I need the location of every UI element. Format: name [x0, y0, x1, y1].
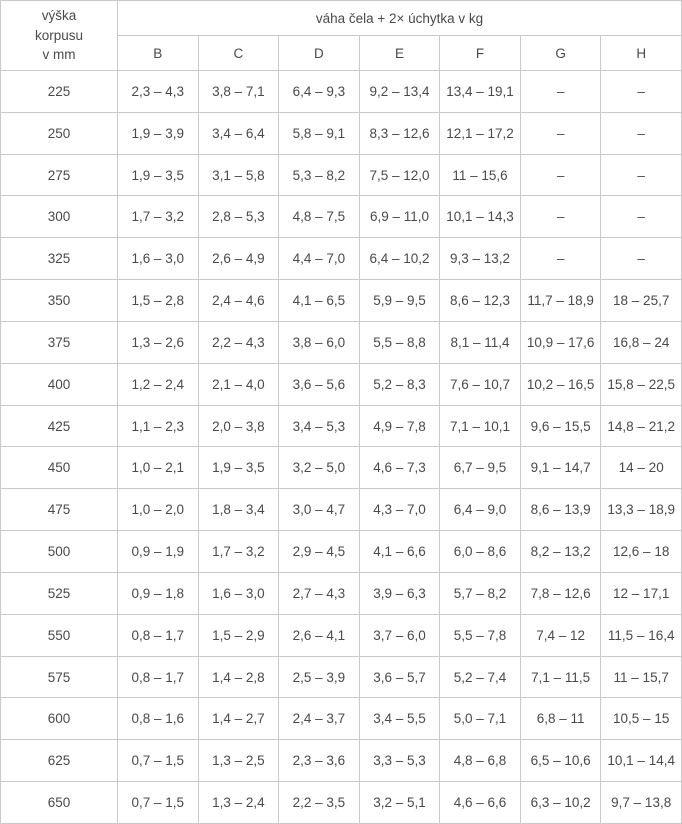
table-row: [1, 656, 682, 698]
cell-c: 2,1 – 4,0: [198, 363, 279, 405]
cell-g: 9,6 – 15,5: [520, 405, 601, 447]
cell-b: 2,3 – 4,3: [118, 71, 199, 113]
table-row: [1, 280, 682, 322]
cell-h: 10,5 – 15: [601, 698, 682, 740]
cell-b: 0,8 – 1,6: [118, 698, 199, 740]
cell-h: –: [601, 71, 682, 113]
row-height-value: 575: [1, 656, 118, 698]
cell-d: 2,4 – 3,7: [279, 698, 360, 740]
corner-header-line-2: korpusu: [34, 27, 84, 43]
cell-d: 2,9 – 4,5: [279, 531, 360, 573]
cell-f: 11 – 15,6: [440, 154, 521, 196]
cell-h: 13,3 – 18,9: [601, 489, 682, 531]
table-row: [1, 782, 682, 824]
cell-c: 1,9 – 3,5: [198, 447, 279, 489]
cell-b: 1,2 – 2,4: [118, 363, 199, 405]
cell-b: 1,3 – 2,6: [118, 321, 199, 363]
row-height-value: 500: [1, 531, 118, 573]
cell-g: 8,6 – 13,9: [520, 489, 601, 531]
row-height-value: 425: [1, 405, 118, 447]
cell-c: 2,0 – 3,8: [198, 405, 279, 447]
cell-b: 1,7 – 3,2: [118, 196, 199, 238]
cell-e: 8,3 – 12,6: [359, 112, 440, 154]
cell-e: 6,4 – 10,2: [359, 238, 440, 280]
table-row: [1, 489, 682, 531]
corner-header-cabinet-height: [1, 1, 118, 71]
column-header-d: D: [279, 36, 360, 71]
row-height-value: 350: [1, 280, 118, 322]
cell-b: 1,6 – 3,0: [118, 238, 199, 280]
table-row: [1, 531, 682, 573]
cell-f: 10,1 – 14,3: [440, 196, 521, 238]
cell-h: 16,8 – 24: [601, 321, 682, 363]
cell-b: 1,5 – 2,8: [118, 280, 199, 322]
cell-f: 4,6 – 6,6: [440, 782, 521, 824]
cell-e: 3,7 – 6,0: [359, 614, 440, 656]
cell-b: 0,9 – 1,9: [118, 531, 199, 573]
row-height-value: 225: [1, 71, 118, 113]
cell-e: 4,9 – 7,8: [359, 405, 440, 447]
cell-e: 5,9 – 9,5: [359, 280, 440, 322]
cell-b: 1,1 – 2,3: [118, 405, 199, 447]
cell-f: 6,0 – 8,6: [440, 531, 521, 573]
cell-b: 0,8 – 1,7: [118, 656, 199, 698]
cell-d: 4,4 – 7,0: [279, 238, 360, 280]
cell-e: 9,2 – 13,4: [359, 71, 440, 113]
table-row: [1, 71, 682, 113]
cell-e: 4,1 – 6,6: [359, 531, 440, 573]
cell-g: –: [520, 112, 601, 154]
cell-g: 7,1 – 11,5: [520, 656, 601, 698]
cell-e: 7,5 – 12,0: [359, 154, 440, 196]
cell-h: –: [601, 196, 682, 238]
cell-b: 0,8 – 1,7: [118, 614, 199, 656]
row-height-value: 625: [1, 740, 118, 782]
cell-f: 8,1 – 11,4: [440, 321, 521, 363]
group-header-weight: váha čela + 2× úchytka v kg: [118, 1, 682, 36]
table-row: [1, 740, 682, 782]
row-height-value: 525: [1, 572, 118, 614]
table-row: [1, 363, 682, 405]
cell-e: 3,3 – 5,3: [359, 740, 440, 782]
cell-d: 2,6 – 4,1: [279, 614, 360, 656]
row-height-value: 400: [1, 363, 118, 405]
cell-c: 2,4 – 4,6: [198, 280, 279, 322]
column-header-g: G: [520, 36, 601, 71]
cell-f: 9,3 – 13,2: [440, 238, 521, 280]
table-row: [1, 112, 682, 154]
cell-e: 3,6 – 5,7: [359, 656, 440, 698]
cell-g: 11,7 – 18,9: [520, 280, 601, 322]
cell-b: 1,9 – 3,5: [118, 154, 199, 196]
cell-e: 5,5 – 8,8: [359, 321, 440, 363]
cell-g: 6,8 – 11: [520, 698, 601, 740]
cell-f: 6,4 – 9,0: [440, 489, 521, 531]
table-row: [1, 238, 682, 280]
cell-b: 0,9 – 1,8: [118, 572, 199, 614]
header-row-group: [1, 1, 682, 36]
cell-d: 3,4 – 5,3: [279, 405, 360, 447]
cell-c: 1,8 – 3,4: [198, 489, 279, 531]
cell-b: 0,7 – 1,5: [118, 740, 199, 782]
row-height-value: 550: [1, 614, 118, 656]
cell-g: 8,2 – 13,2: [520, 531, 601, 573]
cell-c: 3,8 – 7,1: [198, 71, 279, 113]
cell-b: 1,9 – 3,9: [118, 112, 199, 154]
cell-d: 3,0 – 4,7: [279, 489, 360, 531]
cell-h: 12,6 – 18: [601, 531, 682, 573]
cell-h: 14 – 20: [601, 447, 682, 489]
cell-c: 1,7 – 3,2: [198, 531, 279, 573]
cell-d: 5,8 – 9,1: [279, 112, 360, 154]
cell-f: 5,2 – 7,4: [440, 656, 521, 698]
corner-header-line-3: v mm: [42, 47, 76, 63]
column-header-b: B: [118, 36, 199, 71]
cell-g: 6,3 – 10,2: [520, 782, 601, 824]
table-header: [1, 1, 682, 71]
table-row: [1, 614, 682, 656]
table-row: [1, 572, 682, 614]
cell-c: 3,4 – 6,4: [198, 112, 279, 154]
row-height-value: 650: [1, 782, 118, 824]
cell-e: 3,2 – 5,1: [359, 782, 440, 824]
row-height-value: 250: [1, 112, 118, 154]
cell-d: 3,6 – 5,6: [279, 363, 360, 405]
cell-c: 3,1 – 5,8: [198, 154, 279, 196]
cell-c: 1,5 – 2,9: [198, 614, 279, 656]
cell-c: 1,3 – 2,4: [198, 782, 279, 824]
cell-h: –: [601, 154, 682, 196]
cell-f: 5,5 – 7,8: [440, 614, 521, 656]
column-header-c: C: [198, 36, 279, 71]
column-header-e: E: [359, 36, 440, 71]
cell-d: 3,8 – 6,0: [279, 321, 360, 363]
row-height-value: 375: [1, 321, 118, 363]
cell-c: 1,6 – 3,0: [198, 572, 279, 614]
cell-e: 3,9 – 6,3: [359, 572, 440, 614]
cell-f: 4,8 – 6,8: [440, 740, 521, 782]
cell-f: 12,1 – 17,2: [440, 112, 521, 154]
cell-g: 9,1 – 14,7: [520, 447, 601, 489]
cell-d: 2,7 – 4,3: [279, 572, 360, 614]
table-body: [1, 71, 682, 824]
cell-g: –: [520, 154, 601, 196]
cell-d: 2,2 – 3,5: [279, 782, 360, 824]
cell-f: 7,6 – 10,7: [440, 363, 521, 405]
cell-f: 5,7 – 8,2: [440, 572, 521, 614]
cell-b: 1,0 – 2,0: [118, 489, 199, 531]
cell-e: 3,4 – 5,5: [359, 698, 440, 740]
cell-h: 12 – 17,1: [601, 572, 682, 614]
row-height-value: 300: [1, 196, 118, 238]
cell-c: 2,8 – 5,3: [198, 196, 279, 238]
cell-d: 4,8 – 7,5: [279, 196, 360, 238]
cell-g: –: [520, 196, 601, 238]
cell-g: 10,9 – 17,6: [520, 321, 601, 363]
cell-e: 6,9 – 11,0: [359, 196, 440, 238]
cell-d: 5,3 – 8,2: [279, 154, 360, 196]
cell-f: 7,1 – 10,1: [440, 405, 521, 447]
cell-d: 4,1 – 6,5: [279, 280, 360, 322]
cell-c: 2,2 – 4,3: [198, 321, 279, 363]
cell-h: 15,8 – 22,5: [601, 363, 682, 405]
column-header-h: H: [601, 36, 682, 71]
cell-g: –: [520, 71, 601, 113]
cell-h: –: [601, 112, 682, 154]
cell-f: 6,7 – 9,5: [440, 447, 521, 489]
cell-c: 1,4 – 2,7: [198, 698, 279, 740]
row-height-value: 275: [1, 154, 118, 196]
cell-b: 0,7 – 1,5: [118, 782, 199, 824]
cell-h: 11 – 15,7: [601, 656, 682, 698]
cell-d: 6,4 – 9,3: [279, 71, 360, 113]
cell-d: 2,5 – 3,9: [279, 656, 360, 698]
cell-c: 1,3 – 2,5: [198, 740, 279, 782]
table-row: [1, 321, 682, 363]
column-header-f: F: [440, 36, 521, 71]
cell-f: 5,0 – 7,1: [440, 698, 521, 740]
row-height-value: 325: [1, 238, 118, 280]
cell-d: 3,2 – 5,0: [279, 447, 360, 489]
cell-e: 4,6 – 7,3: [359, 447, 440, 489]
cell-c: 2,6 – 4,9: [198, 238, 279, 280]
cell-g: 7,8 – 12,6: [520, 572, 601, 614]
corner-header-line-1: výška: [41, 8, 77, 24]
cell-e: 4,3 – 7,0: [359, 489, 440, 531]
cell-h: 14,8 – 21,2: [601, 405, 682, 447]
row-height-value: 450: [1, 447, 118, 489]
table-row: [1, 405, 682, 447]
cell-h: 18 – 25,7: [601, 280, 682, 322]
row-height-value: 475: [1, 489, 118, 531]
cell-f: 13,4 – 19,1: [440, 71, 521, 113]
cell-e: 5,2 – 8,3: [359, 363, 440, 405]
table-row: [1, 154, 682, 196]
cell-g: 10,2 – 16,5: [520, 363, 601, 405]
cell-d: 2,3 – 3,6: [279, 740, 360, 782]
table-row: [1, 698, 682, 740]
table-row: [1, 196, 682, 238]
cell-g: 7,4 – 12: [520, 614, 601, 656]
cell-g: 6,5 – 10,6: [520, 740, 601, 782]
cell-b: 1,0 – 2,1: [118, 447, 199, 489]
table-row: [1, 447, 682, 489]
cell-h: 9,7 – 13,8: [601, 782, 682, 824]
cell-h: 11,5 – 16,4: [601, 614, 682, 656]
cell-h: –: [601, 238, 682, 280]
cell-f: 8,6 – 12,3: [440, 280, 521, 322]
cell-c: 1,4 – 2,8: [198, 656, 279, 698]
row-height-value: 600: [1, 698, 118, 740]
cell-g: –: [520, 238, 601, 280]
cell-h: 10,1 – 14,4: [601, 740, 682, 782]
